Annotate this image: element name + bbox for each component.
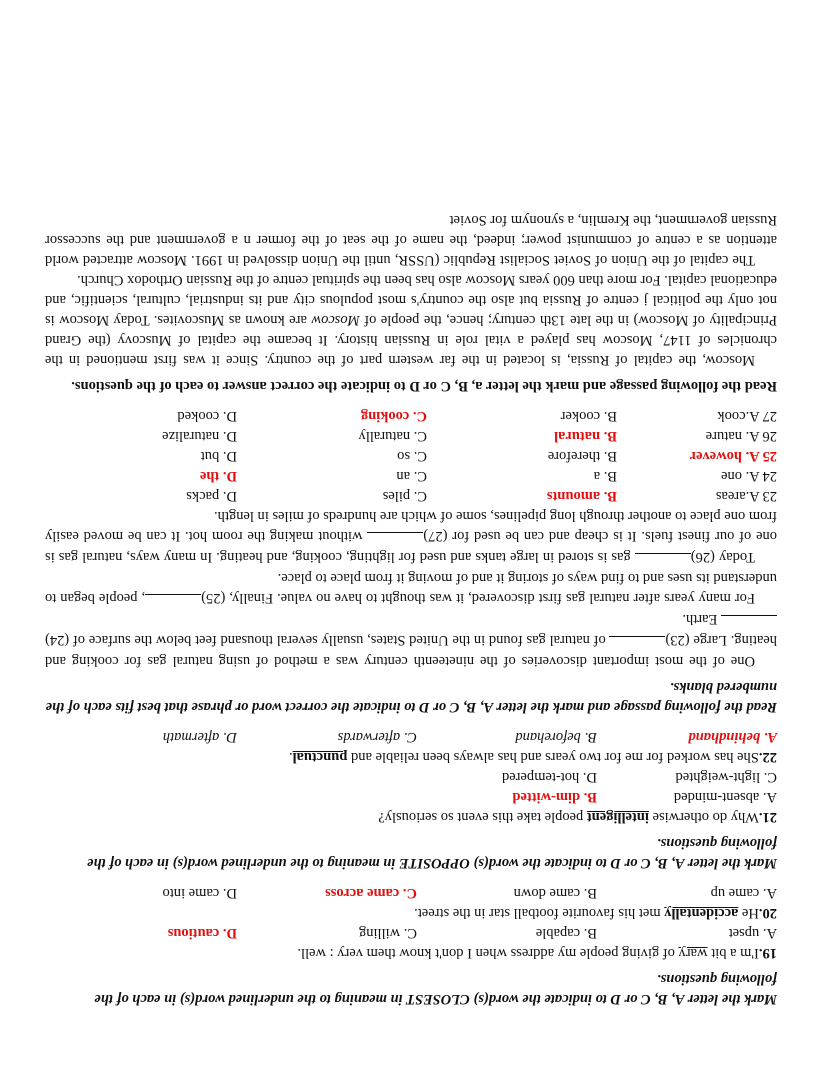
option-a[interactable]: 24 A. one [721, 468, 777, 484]
option-c[interactable]: C. willing [358, 925, 417, 941]
underlined-word: wary [678, 945, 708, 961]
option-b[interactable]: B. capable [535, 925, 597, 941]
blank-27[interactable] [367, 532, 423, 547]
cloze-row-25 [45, 446, 777, 466]
cloze-paragraph-3: Today (26) gas is stored in large tanks and used for lighting, cooking, and heating. In many ways, natural gas is one of our finest fuels. It is cheap and can be used for (27) without making the room hot. It can be moved easily from one place to another through long pipelines, some of which are hundreds of miles in length. [45, 506, 777, 568]
option-c[interactable]: C. so [397, 448, 427, 464]
option-d-answer[interactable]: D. cautious [167, 925, 237, 941]
reading-paragraph-1: Moscow, the capital of Russia, is located in the far western part of the country. Since it was first mentioned in the chronicles of 1147, Moscow has played a vital role in Russian history. It became the capital of Muscovy (the Grand Principality of Moscow) in the late 13th century; hence, the people of Moscow are known as Muscovites. Today Moscow is not only the political j centre of Russia but also the country's most populous city and its industrial, cultural, scientific, and educational capital. For more than 600 years Moscow also has been the spiritual centre of the Russian Orthodox Church. [44, 272, 777, 368]
option-c[interactable]: C. an [396, 468, 427, 484]
question-20-options [45, 883, 777, 903]
option-c[interactable]: C. light-weighted [675, 769, 777, 785]
blank-25[interactable] [145, 594, 201, 609]
option-d[interactable]: D. but [200, 448, 237, 464]
question-19-options [45, 923, 777, 943]
option-d[interactable]: D. hot-tempered [501, 769, 597, 785]
cloze-row-23 [45, 486, 777, 506]
option-c[interactable]: C. piles [382, 488, 427, 504]
option-a[interactable]: A. upset [728, 925, 777, 941]
option-d[interactable]: D. cooked [177, 408, 237, 424]
option-a[interactable]: 23 A.areas [715, 488, 777, 504]
cloze-paragraph-1: One of the most important discoveries of the nineteenth century was a method of using natural gas for cooking and heating. Large (23) of natural gas found in the United States, usually several thousand feet below the surface of (24) Earth. [44, 611, 777, 669]
option-c-answer[interactable]: C. came across [325, 885, 417, 901]
cloze-paragraph-2: For many years after natural gas first discovered, it was thought to have no value. Finally, (25), people began to understand its uses and to find ways of storing it and of moving it from place to place. [45, 568, 777, 609]
underlined-word: intelligent [586, 809, 649, 825]
question-22: 22.She has worked for me for two years and has always been reliable and punctual. [288, 749, 777, 765]
option-a-answer[interactable]: 25 A. however [689, 448, 777, 464]
option-d[interactable]: D. came into [162, 885, 237, 901]
option-a[interactable]: A. absent-minded [673, 789, 777, 805]
option-a[interactable]: 26 A. nature [705, 428, 777, 444]
question-22-options [45, 727, 777, 747]
option-d[interactable]: D. naturalize [162, 428, 237, 444]
underlined-word: punctual [292, 749, 348, 765]
option-d-answer[interactable]: D. the [199, 468, 237, 484]
option-b-answer[interactable]: B. natural [554, 428, 617, 444]
option-a[interactable]: 27 A.cook [717, 408, 777, 424]
option-a[interactable]: A. came up [710, 885, 777, 901]
option-b[interactable]: B. beforehand [515, 729, 597, 745]
question-19: 19.I'm a bit wary of giving people my address when I don't know them very : well. [297, 945, 777, 961]
option-c-answer[interactable]: C. cooking [360, 408, 427, 424]
option-d[interactable]: D. aftermath [162, 729, 237, 745]
option-b[interactable]: B. therefore [547, 448, 617, 464]
cloze-row-26 [45, 426, 777, 446]
option-c[interactable]: C. naturally [358, 428, 427, 444]
option-b-answer[interactable]: B. dim-witted [512, 789, 597, 805]
question-21: 21.Why do otherwise intelligent people take this event so seriously? [378, 809, 777, 825]
option-d[interactable]: D. packs [186, 488, 237, 504]
question-21-options-row1 [45, 787, 777, 807]
section-instruction-closest: Mark the letter A, B, C or D to indicate the word(s) CLOSEST in meaning to the underlined word(s) in each of the following questions. [94, 971, 777, 1007]
underlined-word: accidentally [664, 905, 739, 921]
option-b-answer[interactable]: B. amounts [546, 488, 617, 504]
blank-23[interactable] [609, 636, 665, 651]
option-b[interactable]: B. cooker [560, 408, 617, 424]
option-c[interactable]: C. afterwards [337, 729, 417, 745]
section-instruction-reading: Read the following passage and mark the letter a, B, C or D to indicate the correct answer to each of the questions. [71, 378, 777, 394]
cloze-options [45, 406, 777, 506]
blank-26[interactable] [635, 553, 691, 568]
option-b[interactable]: B. a [593, 468, 617, 484]
cloze-row-27 [45, 406, 777, 426]
section-instruction-opposite: Mark the letter A, B, C or D to indicate the word(s) OPPOSITE in meaning to the underlined word(s) in each of the following questions. [87, 835, 777, 871]
option-a-answer[interactable]: A. behindhand [688, 729, 777, 745]
blank-24[interactable] [721, 615, 777, 630]
document-content [45, 210, 777, 1009]
cloze-row-24 [45, 466, 777, 486]
question-20: 20.He accidentally met his favourite football star in the street. [414, 905, 777, 921]
option-b[interactable]: B. came down [513, 885, 597, 901]
reading-paragraph-2: The capital of the Union of Soviet Socialist Republic (USSR, until the Union dissolved in 1991. Moscow attracted world attention as a centre of communist power; indeed, the name of the seat of the former n a government and the successor Russian government, the Kremlin, a synonym for Soviet [45, 212, 777, 268]
section-instruction-cloze: Read the following passage and mark the letter A, B, C or D to indicate the correct word or phrase that best fits each of the numbered blanks. [45, 679, 777, 715]
question-21-options-row2 [45, 767, 777, 787]
